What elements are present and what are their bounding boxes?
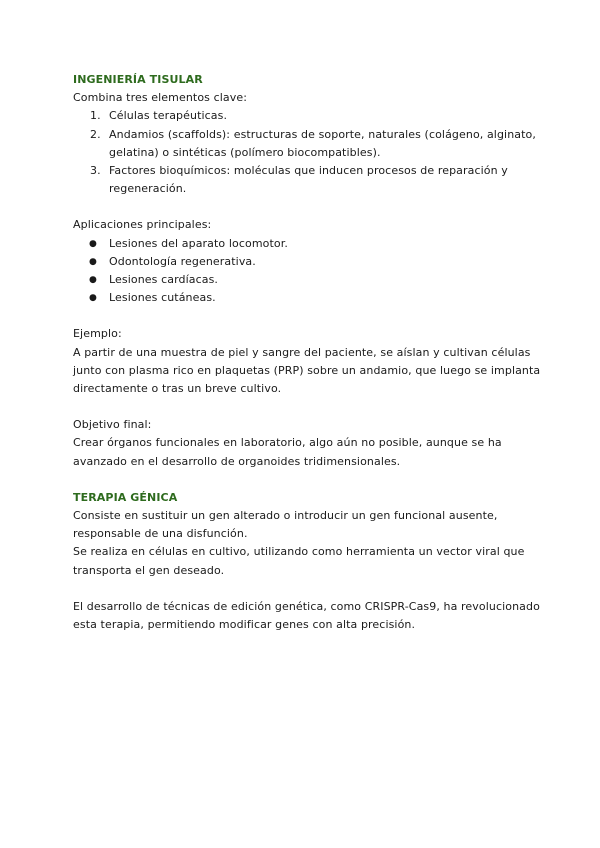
list-number: 3. xyxy=(90,164,101,178)
list-item-text: Lesiones cardíacas. xyxy=(109,273,218,287)
example-text: A partir de una muestra de piel y sangre del paciente, se aíslan y cultivan células junto con plasma rico en plaquetas (PRP) sobre un andamio, que luego se implanta directamente o tras un breve cultivo. xyxy=(73,345,541,396)
list-item xyxy=(73,107,543,125)
list-number: 1. xyxy=(90,109,101,123)
bullet-icon: ● xyxy=(89,293,97,304)
list-item-text: Odontología regenerativa. xyxy=(109,254,256,268)
applications-list xyxy=(73,235,543,308)
list-item xyxy=(73,271,543,289)
list-item-text: Lesiones cutáneas. xyxy=(109,291,216,305)
list-item xyxy=(73,289,543,307)
section-title-ingenieria-tisular: INGENIERÍA TISULAR xyxy=(73,73,203,86)
list-item xyxy=(73,235,543,253)
list-item-text: Andamios (scaffolds): estructuras de soporte, naturales (colágeno, alginato, gelatina) o sintéticas (polímero biocompatibles). xyxy=(109,127,536,159)
gene-therapy-paragraph-3: El desarrollo de técnicas de edición genética, como CRISPR-Cas9, ha revolucionado esta terapia, permitiendo modificar genes con alta precisión. xyxy=(73,599,540,632)
gene-therapy-paragraph-2: Se realiza en células en cultivo, utilizando como herramienta un vector viral que transporta el gen deseado. xyxy=(73,545,525,577)
bullet-icon: ● xyxy=(89,275,97,286)
bullet-icon: ● xyxy=(89,238,97,249)
list-item-text: Células terapéuticas. xyxy=(109,109,228,123)
bullet-icon: ● xyxy=(89,256,97,267)
list-number: 2. xyxy=(90,127,101,141)
objective-text: Crear órganos funcionales en laboratorio, algo aún no posible, aunque se ha avanzado en el desarrollo de organoides tridimensionales. xyxy=(73,436,502,468)
list-item xyxy=(73,162,543,198)
gene-therapy-paragraph-1: Consiste en sustituir un gen alterado o introducir un gen funcional ausente, responsable de una disfunción. xyxy=(73,509,498,541)
list-item-text: Factores bioquímicos: moléculas que inducen procesos de reparación y regeneración. xyxy=(109,164,508,196)
list-item xyxy=(73,253,543,271)
section-title-terapia-genica: TERAPIA GÉNICA xyxy=(73,490,178,504)
intro-text: Combina tres elementos clave: xyxy=(73,91,248,105)
applications-label: Aplicaciones principales: xyxy=(73,218,212,232)
objective-label: Objetivo final: xyxy=(73,418,152,432)
list-item xyxy=(73,126,543,162)
example-label: Ejemplo: xyxy=(73,327,122,341)
list-item-text: Lesiones del aparato locomotor. xyxy=(109,236,288,250)
key-elements-list xyxy=(73,107,543,198)
document-page xyxy=(73,71,543,634)
